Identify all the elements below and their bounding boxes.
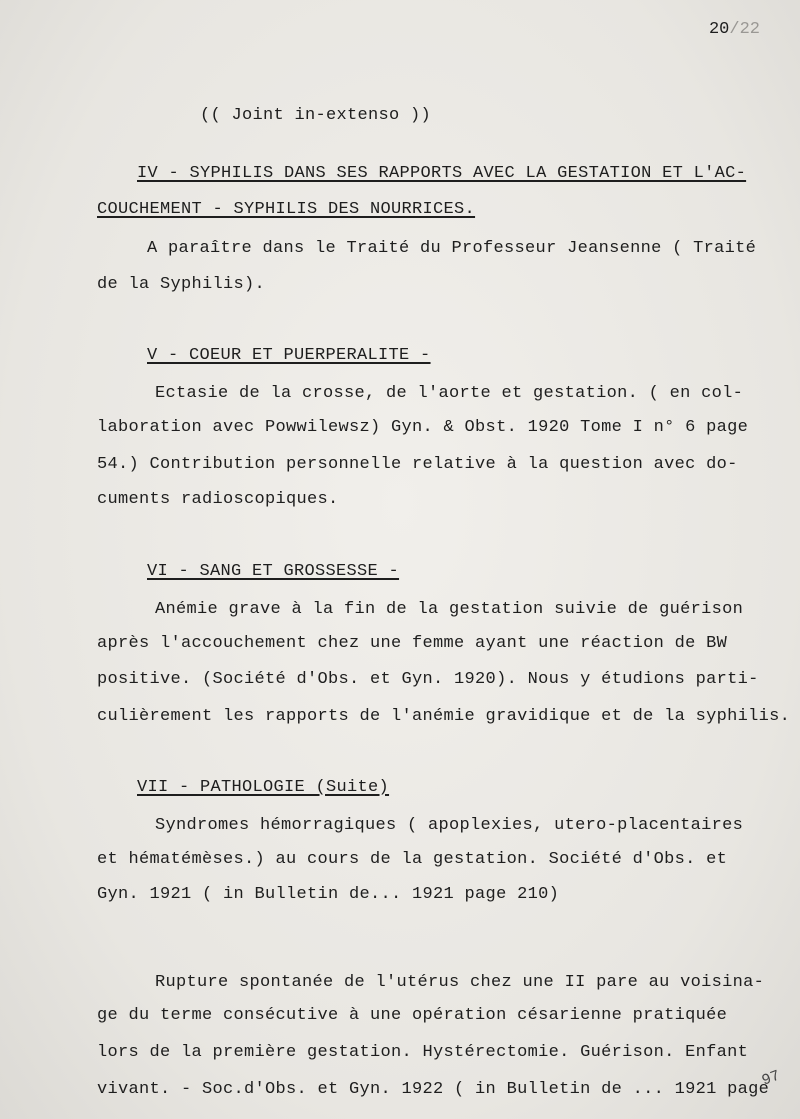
- paragraph-line: Ectasie de la crosse, de l'aorte et gestation. ( en col-: [155, 384, 744, 403]
- paragraph-line: Rupture spontanée de l'utérus chez une II pare au voisina-: [155, 973, 765, 992]
- joint-in-extenso-note: (( Joint in-extenso )): [200, 106, 432, 125]
- paragraph-line: Syndromes hémorragiques ( apoplexies, utero-placentaires: [155, 816, 744, 835]
- paragraph-line: lors de la première gestation. Hystérectomie. Guérison. Enfant: [97, 1043, 749, 1062]
- margin-annotation: 97: [759, 1067, 783, 1090]
- paragraph-line: positive. (Société d'Obs. et Gyn. 1920). Nous y étudions parti-: [97, 670, 759, 689]
- paragraph-line: Anémie grave à la fin de la gestation suivie de guérison: [155, 600, 744, 619]
- paragraph-line: ge du terme consécutive à une opération césarienne pratiquée: [97, 1006, 728, 1025]
- paragraph-line: Gyn. 1921 ( in Bulletin de... 1921 page 210): [97, 885, 560, 904]
- section-iv-heading-line-2: COUCHEMENT - SYPHILIS DES NOURRICES.: [97, 200, 476, 219]
- section-iv-heading-line-1: IV - SYPHILIS DANS SES RAPPORTS AVEC LA GESTATION ET L'AC-: [137, 164, 747, 183]
- section-vi-heading: VI - SANG ET GROSSESSE -: [147, 562, 400, 581]
- paragraph-line: cuments radioscopiques.: [97, 490, 339, 509]
- page-number: 20/22: [708, 20, 760, 39]
- paragraph-line: laboration avec Powwilewsz) Gyn. & Obst. 1920 Tome I n° 6 page: [97, 418, 749, 437]
- paragraph-line: A paraître dans le Traité du Professeur Jeansenne ( Traité: [147, 239, 757, 258]
- paragraph-line: et hématémèses.) au cours de la gestation. Société d'Obs. et: [97, 850, 728, 869]
- paragraph-line: culièrement les rapports de l'anémie gravidique et de la syphilis.: [97, 707, 791, 726]
- section-v-heading: V - COEUR ET PUERPERALITE -: [147, 346, 431, 365]
- paragraph-line: après l'accouchement chez une femme ayant une réaction de BW: [97, 634, 728, 653]
- section-vii-heading: VII - PATHOLOGIE (Suite): [137, 778, 390, 797]
- paragraph-line: 54.) Contribution personnelle relative à la question avec do-: [97, 455, 738, 474]
- paragraph-line: de la Syphilis).: [97, 275, 266, 294]
- page-number-old: /22: [729, 20, 760, 39]
- paragraph-line: vivant. - Soc.d'Obs. et Gyn. 1922 ( in Bulletin de ... 1921 page: [97, 1080, 770, 1099]
